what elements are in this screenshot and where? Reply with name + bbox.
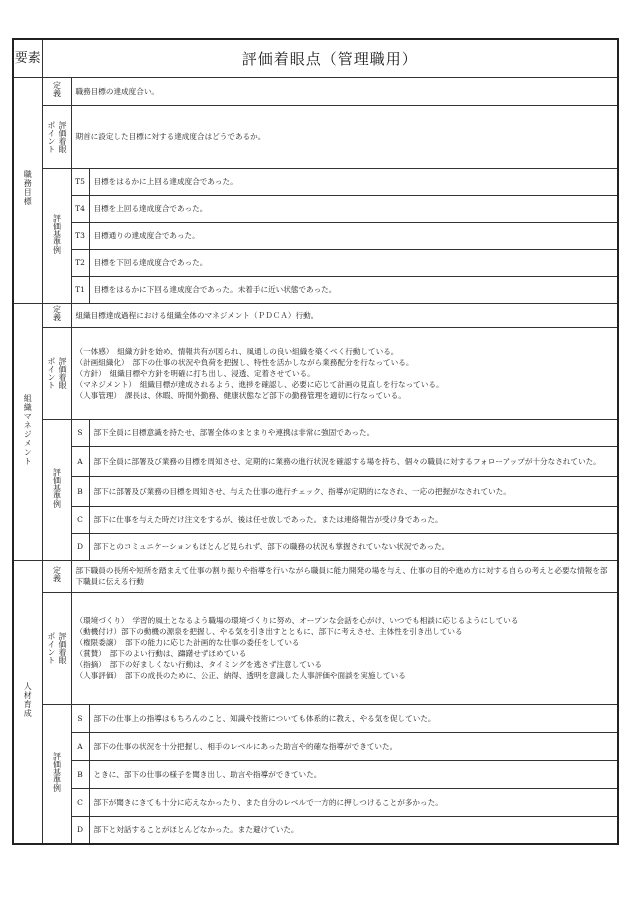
criteria-text: ときに、部下の仕事の様子を聞き出し、助言や指導ができていた。 [89, 760, 618, 788]
section-1-points: 期首に設定した目標に対する達成度合はどうであるか。 [71, 105, 618, 168]
section-1-element [13, 77, 42, 303]
section-3-element [13, 560, 42, 844]
section-1-element-label: 職務目標 [23, 170, 33, 206]
criteria-level: D [71, 816, 89, 844]
page-title: 評価着眼点（管理職用） [42, 39, 618, 77]
criteria-level: T1 [71, 276, 89, 303]
criteria-text: 部下の仕事の状況を十分把握し、相手のレベルにあった助言や的確な指導ができていた。 [89, 732, 618, 760]
criteria-label: 評価基準例 [52, 213, 62, 254]
section-3-definition-row [13, 560, 618, 592]
criteria-row [13, 732, 618, 760]
criteria-text: 部下全員に部署及び業務の目標を周知させ、定期的に業務の進行状況を確認する場を持ち、個々の職員に対するフォローアップが十分なされていた。 [89, 446, 618, 476]
criteria-row [13, 533, 618, 560]
evaluation-table [12, 38, 619, 845]
point-label-a: ポイント [47, 357, 56, 389]
section-2-point-label-cell [42, 327, 71, 419]
criteria-text: 部下が聞きにきても十分に応えなかったり、また自分のレベルで一方的に押しつけることが多かった。 [89, 788, 618, 816]
criteria-level: C [71, 788, 89, 816]
section-1-point-label-cell [42, 105, 71, 168]
section-3-points: （環境づくり） 学習的風土となるよう職場の環境づくりに努め、オープンな会話を心がけ、いつでも相談に応じるようにしている （動機付け）部下の動機の源泉を把握し、やる気を引き出すとともに、部下に考えさせ、主体性を引き出している （権限委譲） 部下の能力に応じた計画的な仕事の委任をしている （賞賛） 部下のよい行動は、躊躇せずほめている （指摘） 部下の好ましくない行動は、タイミングを逃さず注意している （人事評価） 部下の成長のために、公正、納得、透明を意識した人事評価や面談を実施している [71, 592, 618, 704]
criteria-level: T2 [71, 249, 89, 276]
criteria-text: 部下と対話することがほとんどなかった。また避けていた。 [89, 816, 618, 844]
criteria-text: 部下に仕事を与えた時だけ注文をするが、後は任せ放しであった。または連絡報告が受け身であった。 [89, 506, 618, 533]
section-3-definition-label-cell [42, 560, 71, 592]
criteria-text: 部下の仕事上の指導はもちろんのこと、知識や技術についても体系的に教え、やる気を促していた。 [89, 704, 618, 732]
criteria-text: 目標を下回る達成度合であった。 [89, 249, 618, 276]
criteria-level: D [71, 533, 89, 560]
header-element-cell [13, 39, 42, 77]
criteria-level: B [71, 760, 89, 788]
criteria-text: 目標をはるかに下回る達成度合であった。未着手に近い状態であった。 [89, 276, 618, 303]
criteria-level: T4 [71, 195, 89, 222]
section-1-definition-row [13, 77, 618, 105]
section-3-element-label: 人材育成 [23, 681, 33, 718]
criteria-row [13, 419, 618, 446]
criteria-label: 評価基準例 [52, 751, 62, 792]
criteria-row [13, 249, 618, 276]
section-3-point-label-cell [42, 592, 71, 704]
section-1-definition-label-cell [42, 77, 71, 105]
definition-label: 定義 [52, 81, 62, 97]
criteria-text: 部下全員に目標意識を持たせ、部署全体のまとまりや連携は非常に強固であった。 [89, 419, 618, 446]
section-2-definition-label-cell [42, 303, 71, 327]
criteria-text: 目標をはるかに上回る達成度合であった。 [89, 168, 618, 195]
criteria-text: 目標通りの達成度合であった。 [89, 222, 618, 249]
point-label-b: 評価着眼 [58, 120, 67, 153]
point-label-a: ポイント [47, 120, 56, 153]
criteria-row [13, 195, 618, 222]
criteria-level: A [71, 732, 89, 760]
criteria-row [13, 446, 618, 476]
point-label-b: 評価着眼 [58, 632, 67, 664]
section-3-criteria-label-cell [42, 704, 71, 844]
section-2-point-row [13, 327, 618, 419]
criteria-level: B [71, 476, 89, 506]
criteria-label: 評価基準例 [52, 467, 62, 508]
criteria-text: 部下に部署及び業務の目標を周知させ、与えた仕事の進行チェック、指導が定期的になされ、一応の把握がなされていた。 [89, 476, 618, 506]
section-2-element-label: 組織マネジメント [23, 393, 33, 466]
criteria-row [13, 168, 618, 195]
section-1-criteria-label-cell [42, 168, 71, 303]
point-label-b: 評価着眼 [58, 357, 67, 389]
criteria-row [13, 704, 618, 732]
header-row [13, 39, 618, 77]
definition-label: 定義 [52, 305, 62, 321]
criteria-level: T3 [71, 222, 89, 249]
criteria-row [13, 760, 618, 788]
criteria-row [13, 276, 618, 303]
section-2-points: （一体感） 組織方針を始め、情報共有が図られ、風通しの良い組織を築くべく行動している。 （計画組織化） 部下の仕事の状況や負荷を把握し、特性を活かしながら業務配分を行なっている。 （方針） 組織目標や方針を明確に打ち出し、浸透、定着させている。 （マネジメント） 組織目標が達成されるよう、進捗を確認し、必要に応じて計画の見直しを行なっている。 （人事管理） 課長は、休暇、時間外勤務、健康状態など部下の勤務管理を適切に行なっている。 [71, 327, 618, 419]
section-2-criteria-label-cell [42, 419, 71, 560]
criteria-level: C [71, 506, 89, 533]
section-2-definition-row [13, 303, 618, 327]
definition-label: 定義 [52, 566, 62, 582]
criteria-level: A [71, 446, 89, 476]
header-element-label: 要素 [14, 50, 41, 66]
criteria-text: 目標を上回る達成度合であった。 [89, 195, 618, 222]
criteria-row [13, 788, 618, 816]
section-3-point-row [13, 592, 618, 704]
criteria-row [13, 476, 618, 506]
criteria-level: S [71, 704, 89, 732]
criteria-row [13, 506, 618, 533]
section-1-point-row [13, 105, 618, 168]
criteria-row [13, 816, 618, 844]
section-2-element [13, 303, 42, 560]
section-3-definition: 部下職員の長所や短所を踏まえて仕事の割り振りや指導を行いながら職員に能力開発の場を与え、仕事の目的や進め方に対する自らの考えと必要な情報を部下職員に伝える行動 [71, 560, 618, 592]
criteria-text: 部下とのコミュニケーションもほとんど見られず、部下の職務の状況も掌握されていない状況であった。 [89, 533, 618, 560]
criteria-level: S [71, 419, 89, 446]
criteria-level: T5 [71, 168, 89, 195]
point-label-a: ポイント [47, 632, 56, 664]
criteria-row [13, 222, 618, 249]
section-2-definition: 組織目標達成過程における組織全体のマネジメント（ＰＤＣＡ）行動。 [71, 303, 618, 327]
section-1-definition: 職務目標の達成度合い。 [71, 77, 618, 105]
